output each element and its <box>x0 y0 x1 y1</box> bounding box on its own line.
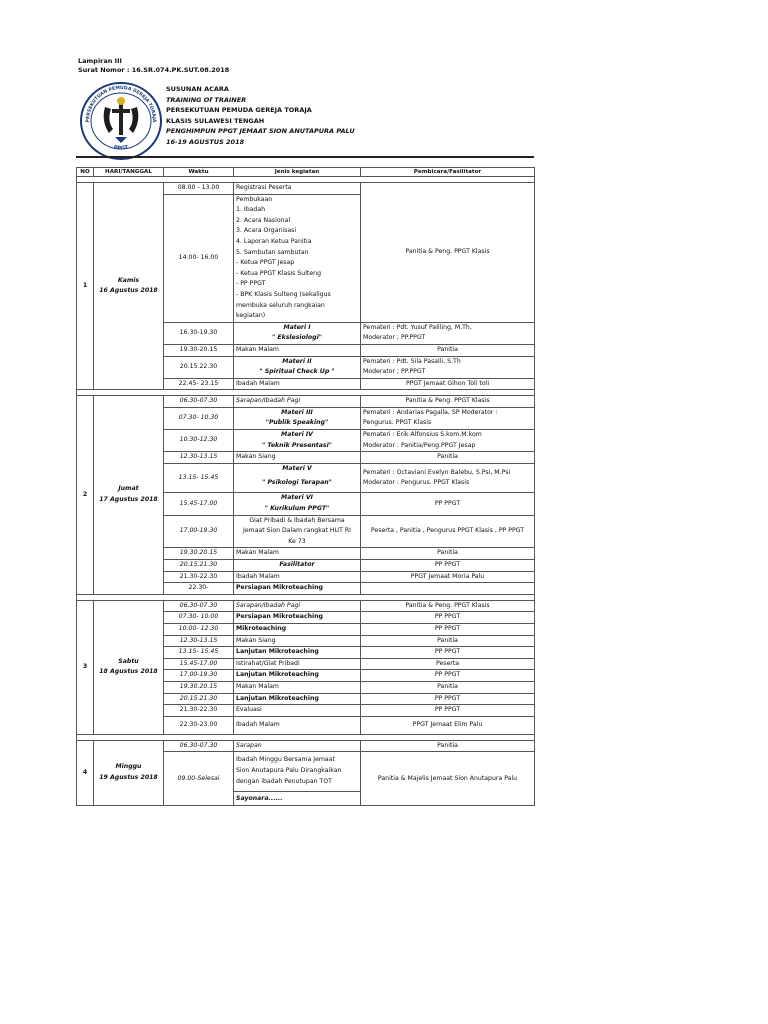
activity-cell: Lanjutan Mikroteaching <box>234 647 361 659</box>
heading-line-6: 16-19 AGUSTUS 2018 <box>166 137 245 146</box>
time-cell: 20.15.21.30 <box>164 560 234 572</box>
activity-line: Sion Anutapura Palu Dirangkaikan <box>236 767 342 775</box>
heading-line-5: PENGHIMPUN PPGT JEMAAT SION ANUTAPURA PALU <box>166 127 355 136</box>
speaker-cell: PP PPGT <box>361 670 535 682</box>
materi-cell <box>234 493 361 515</box>
speaker-cell: Panitia <box>361 344 535 356</box>
activity-line: 4. Laporan Ketua Panitia <box>236 237 312 245</box>
activity-cell: Ibadah Malam <box>234 378 361 390</box>
activity-line: Pembukaan <box>236 195 273 203</box>
activity-cell <box>234 752 361 792</box>
time-cell: 10.30-12.30 <box>164 430 234 452</box>
speaker-cell: Panitia <box>361 740 535 752</box>
activity-cell: Makan Malam <box>234 681 361 693</box>
speaker-line: Pemateri : Andarias Pagalla, SP Moderator : <box>363 408 498 416</box>
speaker-line: Moderator : Pengurus. PPGT Klasis <box>363 479 470 487</box>
activity-line: dengan ibadah Penutupan TOT <box>236 778 332 786</box>
day-date: 19 Agustus 2018 <box>99 774 158 782</box>
materi-cell <box>234 407 361 429</box>
activity-line: - Ketua PPGT Jesap <box>236 259 295 267</box>
activity-line: kegiatan) <box>236 312 266 320</box>
ppgt-logo <box>79 79 163 163</box>
speaker-cell <box>361 430 535 452</box>
activity-cell: Makan Malam <box>234 548 361 560</box>
heading-line-2: TRAINING Of TRAINER <box>166 95 247 104</box>
time-cell: 19.30.20.15 <box>164 681 234 693</box>
activity-line: Ke 73 <box>288 537 306 545</box>
activity-cell: Makan Siang <box>234 452 361 464</box>
activity-cell: Fasilitator <box>234 560 361 572</box>
speaker-cell <box>361 407 535 429</box>
materi-title: " Ekslesiologi" <box>272 334 322 342</box>
speaker-cell: PP PPGT <box>361 647 535 659</box>
materi-cell <box>234 356 361 378</box>
day-date-cell <box>94 183 164 390</box>
speaker-line: Pemateri : Pdt. Sila Pasalli, S.Th <box>363 357 461 365</box>
day-name: Kamis <box>117 276 140 284</box>
activity-cell: Mikroteaching <box>234 623 361 635</box>
day-number: 3 <box>77 600 94 734</box>
speaker-line: Pemateri : Erik Alfonsius S.kom.M.kom <box>363 431 482 439</box>
time-cell: 19.30-20.15 <box>164 344 234 356</box>
speaker-cell: PPGT Jemaat Gihon Toli toli <box>361 378 535 390</box>
activity-cell: Evaluasi <box>234 705 361 717</box>
materi-title: " Kurikulum PPGT" <box>264 505 330 513</box>
speaker-cell: PP PPGT <box>361 560 535 572</box>
activity-cell: Sarapan/Ibadah Pagi <box>234 396 361 408</box>
speaker-cell: PP PPGT <box>361 705 535 717</box>
day-date: 16 Agustus 2018 <box>99 287 158 295</box>
time-cell: 21.30-22.30 <box>164 705 234 717</box>
header-no: NO <box>77 168 94 177</box>
speaker-cell: PP PPGT <box>361 623 535 635</box>
activity-line: 5. Sambutan sambutan <box>236 248 309 256</box>
speaker-cell: Panitia <box>361 681 535 693</box>
heading-line-4: KLASIS SULAWESI TENGAH <box>166 116 265 125</box>
time-cell: 10.00- 12.30 <box>164 623 234 635</box>
time-cell: 07.30- 10.30 <box>164 407 234 429</box>
activity-cell: Lanjutan Mikroteaching <box>234 670 361 682</box>
speaker-cell <box>361 583 535 595</box>
time-cell: 22.30-23.00 <box>164 716 234 734</box>
time-cell: 13.15- 15.45 <box>164 463 234 493</box>
activity-line: 1. Ibadah <box>236 206 266 214</box>
time-cell: 15.45-17.00 <box>164 493 234 515</box>
materi-cell <box>234 322 361 344</box>
materi-label: Materi VI <box>281 494 313 502</box>
materi-label: Materi V <box>282 464 312 472</box>
svg-text:PPGT: PPGT <box>113 144 129 152</box>
header-divider <box>76 156 534 158</box>
speaker-line: Pengurus. PPGT Klasis <box>363 419 432 427</box>
activity-cell <box>234 194 361 322</box>
day-number: 4 <box>77 740 94 806</box>
speaker-cell: Panitia <box>361 548 535 560</box>
speaker-cell: Panitia & Peng. PPGT Klasis <box>361 183 535 323</box>
header-pembicara: Pembicara/Fasilitator <box>361 168 535 177</box>
activity-line: - Ketua PPGT Klasis Sulteng <box>236 269 321 277</box>
speaker-cell: PPGT Jemaat Moria Palu <box>361 571 535 583</box>
time-cell: 14.00- 16.00 <box>164 194 234 322</box>
materi-label: Materi I <box>283 323 311 331</box>
materi-title: " Teknik Presentasi" <box>262 441 332 449</box>
activity-cell: Registrasi Peserta <box>234 183 361 195</box>
time-cell: 06.30-07.30 <box>164 396 234 408</box>
speaker-cell: PP PPGT <box>361 693 535 705</box>
day-number: 2 <box>77 396 94 595</box>
activity-cell: Sarapan/Ibadah Pagi <box>234 600 361 612</box>
time-cell: 20.15.22.30 <box>164 356 234 378</box>
heading-line-1: SUSUNAN ACARA <box>166 85 229 93</box>
activity-line: Ibadah Minggu Bersama Jemaat <box>236 756 335 764</box>
speaker-cell: PP PPGT <box>361 493 535 515</box>
day-date: 18 Agustus 2018 <box>99 668 158 676</box>
surat-nomor: Surat Nomor : 16.SR.074.PK.SUT.08.2018 <box>78 66 230 74</box>
activity-line: Giat Pribadi & Ibadah Bersama <box>249 516 345 524</box>
materi-label: Materi II <box>282 357 312 365</box>
time-cell: 12.30-13.15 <box>164 452 234 464</box>
speaker-cell: Panitia <box>361 452 535 464</box>
speaker-cell <box>361 356 535 378</box>
activity-cell: Makan Siang <box>234 635 361 647</box>
activity-cell: Sayonara...... <box>234 792 361 806</box>
table-row <box>77 396 535 408</box>
materi-cell <box>234 463 361 493</box>
heading-line-3: PERSEKUTUAN PEMUDA GEREJA TORAJA <box>166 106 312 115</box>
header-jenis-kegiatan: Jenis kegiatan <box>234 168 361 177</box>
schedule-table <box>76 167 535 806</box>
activity-cell: Lanjutan Mikroteaching <box>234 693 361 705</box>
activity-line: 2. Acara Nasional <box>236 216 291 224</box>
header-hari-tanggal: HARI/TANGGAL <box>94 168 164 177</box>
activity-cell <box>234 515 361 548</box>
speaker-cell: PP PPGT <box>361 612 535 624</box>
letter-reference <box>78 57 229 75</box>
day-date-cell <box>94 600 164 734</box>
time-cell: 22.45- 23.15 <box>164 378 234 390</box>
materi-label: Materi IV <box>281 431 313 439</box>
speaker-cell <box>361 463 535 493</box>
day-number: 1 <box>77 183 94 390</box>
time-cell: 17.00-19.30 <box>164 670 234 682</box>
time-cell: 06.30-07.30 <box>164 740 234 752</box>
svg-text:PERSEKUTUAN PEMUDA GEREJA TORA: PERSEKUTUAN PEMUDA GEREJA TORAJA <box>85 85 157 123</box>
activity-line: - PP PPGT <box>236 280 266 288</box>
time-cell: 09.00-Selesai <box>164 752 234 806</box>
materi-title: " Spiritual Check Up " <box>259 368 335 376</box>
table-row <box>77 740 535 752</box>
time-cell: 08.00 - 13.00 <box>164 183 234 195</box>
speaker-cell: Peserta <box>361 658 535 670</box>
speaker-cell: Panitia & Peng. PPGT Klasis <box>361 396 535 408</box>
activity-cell: Ibadah Malam <box>234 571 361 583</box>
time-cell: 20.15.21.30 <box>164 693 234 705</box>
day-name: Minggu <box>115 763 142 771</box>
speaker-cell: Peserta , Panitia , Pengurus PPGT Klasis , PP PPGT <box>361 515 535 548</box>
time-cell: 16.30-19.30 <box>164 322 234 344</box>
time-cell: 22.30- <box>164 583 234 595</box>
day-name: Jumat <box>118 485 139 493</box>
speaker-cell: Panitia & Majelis Jemaat Sion Anutapura Palu <box>361 752 535 806</box>
time-cell: 12.30-13.15 <box>164 635 234 647</box>
activity-cell: Istirahat/Giat Pribadi <box>234 658 361 670</box>
table-row <box>77 600 535 612</box>
speaker-line: Moderator : Panitia/Peng.PPGT Jesap <box>363 441 476 449</box>
time-cell: 13.15- 15.45 <box>164 647 234 659</box>
header-waktu: Waktu <box>164 168 234 177</box>
materi-title: "Publik Speaking" <box>265 419 329 427</box>
speaker-cell: Panitia <box>361 635 535 647</box>
day-date: 17 Agustus 2018 <box>99 496 158 504</box>
speaker-line: Pemateri : Octaviani Evelyn Balebu, S.Psi, M.Psi <box>363 468 511 476</box>
time-cell: 15.45-17.00 <box>164 658 234 670</box>
speaker-line: Moderator ; PP.PPGT <box>363 368 426 376</box>
activity-cell: Persiapan Mikroteaching <box>234 612 361 624</box>
table-header-row <box>77 168 535 177</box>
speaker-line: Moderator ; PP.PPGT <box>363 334 426 342</box>
activity-line: Jemaat Sion Dalam rangkat HUT RI <box>243 527 351 535</box>
lampiran-label: Lampiran III <box>78 57 122 65</box>
activity-cell: Ibadah Malam <box>234 716 361 734</box>
speaker-line: Pemateri : Pdt. Yusuf Paliling, M.Th, <box>363 323 472 331</box>
table-row <box>77 183 535 195</box>
speaker-cell <box>361 322 535 344</box>
activity-line: 3. Acara Organisasi <box>236 227 297 235</box>
day-name: Sabtu <box>118 657 139 665</box>
time-cell: 07.30- 10.00 <box>164 612 234 624</box>
materi-title: " Psikologi Terapan" <box>262 479 332 487</box>
activity-line: - BPK Klasis Sulteng (sekaligus <box>236 290 331 298</box>
speaker-cell: Panitia & Peng. PPGT Klasis <box>361 600 535 612</box>
activity-cell: Persiapan Mikroteaching <box>234 583 361 595</box>
day-date-cell <box>94 740 164 806</box>
materi-label: Materi III <box>281 408 313 416</box>
day-date-cell <box>94 396 164 595</box>
activity-line: membuka seluruh rangkaian <box>236 301 325 309</box>
time-cell: 19.30.20.15 <box>164 548 234 560</box>
document-heading <box>166 84 355 148</box>
time-cell: 06.30-07.30 <box>164 600 234 612</box>
time-cell: 17.00-19.30 <box>164 515 234 548</box>
activity-cell: Makan Malam <box>234 344 361 356</box>
speaker-cell: PPGT Jemaat Elim Palu <box>361 716 535 734</box>
materi-cell <box>234 430 361 452</box>
time-cell: 21.30-22.30 <box>164 571 234 583</box>
activity-cell: Sarapan <box>234 740 361 752</box>
